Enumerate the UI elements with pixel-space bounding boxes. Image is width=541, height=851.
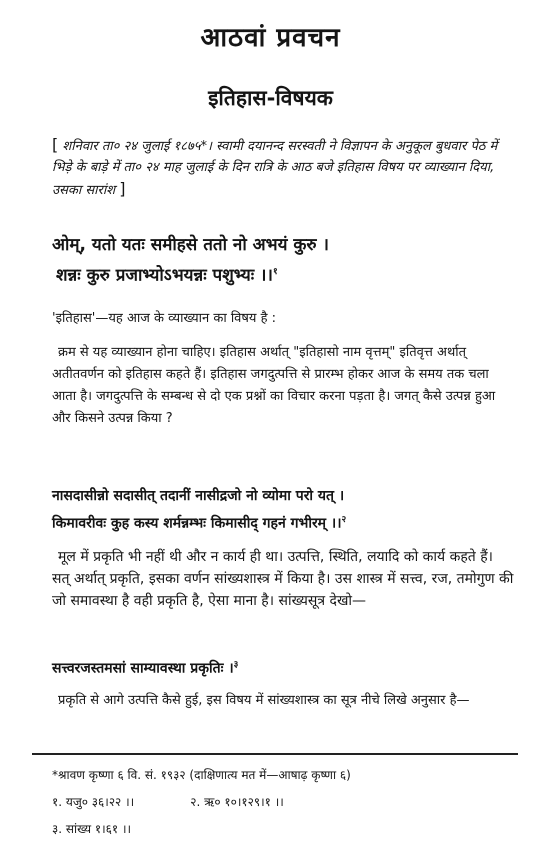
footnote-ref-1: १ xyxy=(272,267,278,277)
verse-line-2 xyxy=(52,508,514,536)
verse-line-2 xyxy=(52,259,514,290)
verse-sankhya xyxy=(52,654,514,680)
intro-text: शनिवार ता० २४ जुलाई १८७५*। स्वामी दयानन्द सरस्वती ने विज्ञापन के अनुकूल बुधवार पेठ में भिड़े के बाड़े में ता० २४ माह जुलाई के दिन रात्रि के आठ बजे इतिहास विषय पर व्याख्यान दिया, उसका सारांश xyxy=(52,139,498,198)
footnote-ref-3: ३ xyxy=(233,660,239,670)
origin-paragraph: प्रकृति से आगे उत्पत्ति कैसे हुई, इस विषय में सांख्यशास्त्र का सूत्र नीचे लिखे अनुसार है— xyxy=(58,693,470,708)
footnote-divider xyxy=(32,753,518,755)
prakriti-paragraph: मूल में प्रकृति भी नहीं थी और न कार्य ही था। उत्पत्ति, स्थिति, लयादि को कार्य कहते हैं। सत् अर्थात् प्रकृति, इसका वर्णन सांख्यशास्त्र में किया है। उस शास्त्र में सत्त्व, रज, तमोगुण की जो समावस्था है वही प्रकृति है, ऐसा माना है। सांख्यसूत्र देखो— xyxy=(52,549,514,609)
topic-paragraph: 'इतिहास'—यह आज के व्याख्यान का विषय है : xyxy=(52,311,277,326)
verse-line-1: सत्त्वरजस्तमसां साम्यावस्था प्रकृतिः । xyxy=(52,660,234,677)
verse-yajur xyxy=(52,232,514,290)
footnote-row xyxy=(52,789,514,816)
footnote-3: ३. सांख्य १।६१ ।। xyxy=(52,822,132,836)
chapter-title: आठवां प्रवचन xyxy=(200,23,341,53)
verse-line-1: नासदासीन्नो सदासीत् तदानीं नासीद्रजो नो व्योमा परो यत् । xyxy=(52,488,345,504)
intro-paragraph xyxy=(52,134,514,201)
verse-line-2-text: शन्नः कुरु प्रजाभ्योऽभयन्नः पशुभ्यः ।। xyxy=(56,265,273,286)
footnote-1: १. यजु० ३६।२२ ।। xyxy=(52,795,135,809)
footnote-ref-2: २ xyxy=(341,515,347,525)
history-paragraph: क्रम से यह व्याख्यान होना चाहिए। इतिहास अर्थात् "इतिहासो नाम वृत्तम्" इतिवृत्त अर्थात् अतीतवर्णन को इतिहास कहते हैं। इतिहास जगदुत्पत्ति से प्रारम्भ होकर आज के समय तक चला आता है। जगदुत्पत्ति के सम्बन्ध से दो एक प्रश्नों का विचार करना पड़ता है। जगत् कैसे उत्पन्न हुआ और किसने उत्पन्न किया ? xyxy=(52,345,496,426)
verse-line-2-text: किमावरीवः कुह कस्य शर्मन्नम्भः किमासीद् गहनं गभीरम् ।। xyxy=(52,515,342,532)
close-bracket: ] xyxy=(119,179,126,198)
open-bracket: [ xyxy=(52,135,59,154)
verse-line-1: ओम्, यतो यतः समीहसे ततो नो अभयं कुरु । xyxy=(52,235,329,255)
chapter-subtitle: इतिहास-विषयक xyxy=(208,86,333,110)
footnote-2: २. ऋ० १०।१२९।१ ।। xyxy=(190,795,284,809)
verse-nasadiya xyxy=(52,484,514,536)
footnote-star: *श्रावण कृष्णा ६ वि. सं. १९३२ (दाक्षिणात्य मत में—आषाढ़ कृष्णा ६) xyxy=(52,768,351,782)
footnotes xyxy=(52,762,514,843)
